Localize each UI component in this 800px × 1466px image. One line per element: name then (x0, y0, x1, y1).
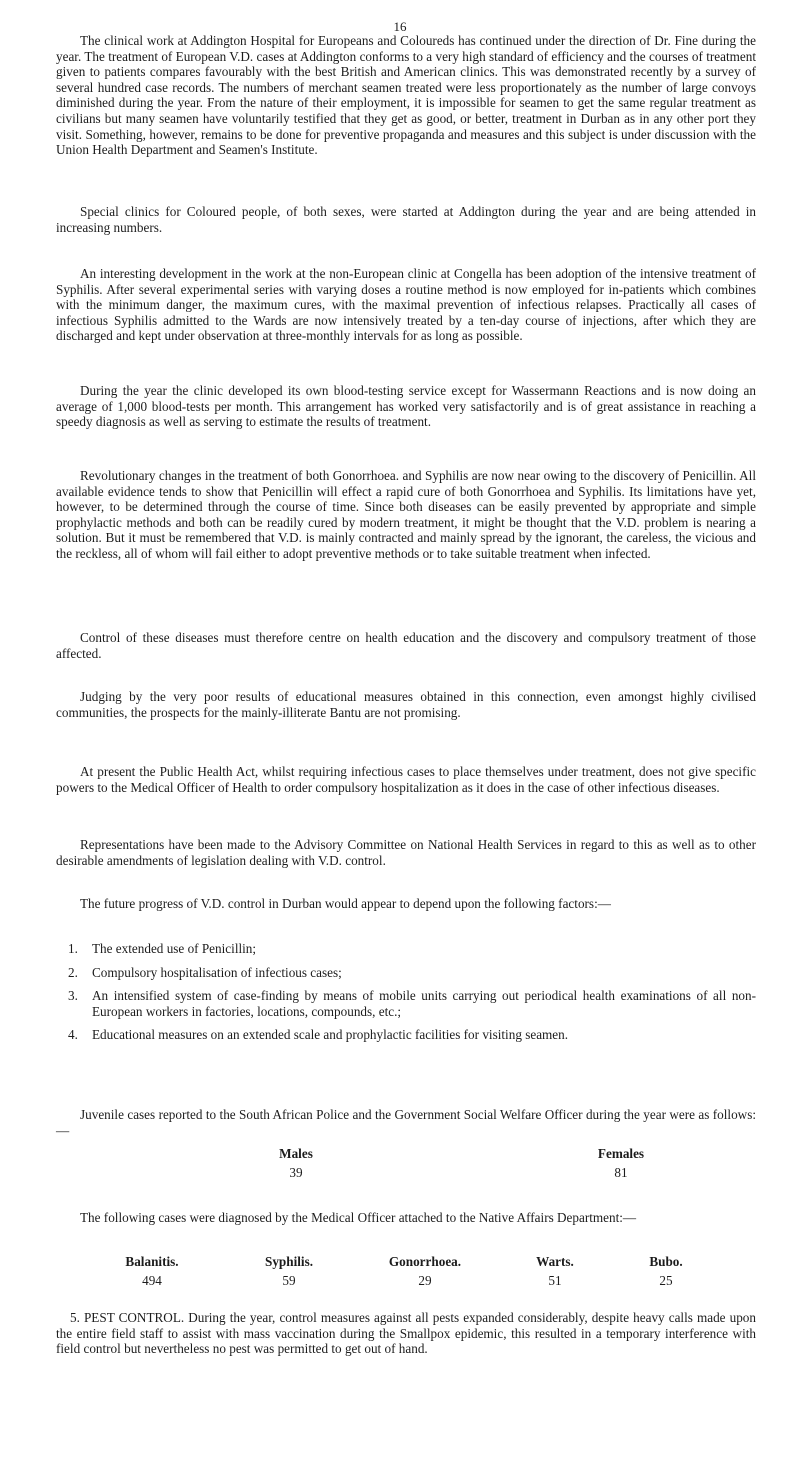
paragraph-representations (56, 837, 756, 868)
paragraph-text: Special clinics for Coloured people, of both sexes, were started at Addington during the year and are being attended in increasing numbers. (56, 204, 756, 235)
paragraph-coloured-clinics (56, 204, 756, 235)
value-syphilis: 59 (282, 1273, 296, 1288)
header-gonorrhoea: Gonorrhoea. (388, 1254, 462, 1269)
value-balanitis: 494 (142, 1273, 162, 1288)
value-warts: 51 (548, 1273, 562, 1288)
paragraph-text: Juvenile cases reported to the South African Police and the Government Social Welfare Officer during the year were as follows:— (56, 1107, 756, 1138)
paragraph-congella-syphilis (56, 266, 756, 344)
paragraph-text: Control of these diseases must therefore centre on health education and the discovery and compulsory treatment of those affected. (56, 630, 756, 661)
paragraph-native-affairs (56, 1210, 756, 1226)
paragraph-penicillin (56, 468, 756, 562)
list-number: 3. (68, 988, 78, 1004)
list-number: 4. (68, 1027, 78, 1043)
list-text: An intensified system of case-finding by means of mobile units carrying out periodical health examinations of all non-European workers in factories, locations, compounds, etc.; (92, 988, 756, 1019)
header-syphilis: Syphilis. (264, 1254, 314, 1269)
paragraph-text: Representations have been made to the Advisory Committee on National Health Services in regard to this as well as to other desirable amendments of legislation dealing with V.D. control. (56, 837, 756, 868)
list-item (56, 941, 756, 957)
value-males: 39 (289, 1165, 303, 1180)
header-bubo: Bubo. (649, 1254, 683, 1269)
paragraph-addington-clinic (56, 33, 756, 158)
paragraph-juvenile-cases (56, 1107, 756, 1138)
native-table-values (106, 1273, 701, 1289)
factors-list (56, 941, 756, 1051)
list-number: 2. (68, 964, 78, 980)
paragraph-text: The clinical work at Addington Hospital for Europeans and Coloureds has continued under the direction of Dr. Fine during the year. The treatment of European V.D. cases at Addington conforms to a very high standard of efficiency and the courses of treatment given to patients compares favourably with the best British and American clinics. This was demonstrated recently by a survey of several hundred case records. The numbers of merchant seamen treated were less proportionately as the number of large convoys diminished during the year. From the nature of their employment, it is impossible for seamen to get the same regular treatment as civilians but many seamen have voluntarily testified that they get as good, or better, treatment in Durban as in any other port they visit. Something, however, remains to be done for preventive propaganda and measures and this subject is under discussion with the Union Health Department and Seamen's Institute. (56, 33, 756, 158)
paragraph-future-progress (56, 896, 756, 912)
header-females: Females (597, 1146, 645, 1161)
paragraph-text: Judging by the very poor results of educational measures obtained in this connection, even amongst highly civilised communities, the prospects for the mainly-illiterate Bantu are not promising. (56, 689, 756, 720)
paragraph-education-results (56, 689, 756, 720)
value-females: 81 (614, 1165, 628, 1180)
header-warts: Warts. (536, 1254, 574, 1269)
paragraph-text: At present the Public Health Act, whilst requiring infectious cases to place themselves under treatment, does not give specific powers to the Medical Officer of Health to order compulsory hospitalization as it does in the case of other infectious diseases. (56, 764, 756, 795)
paragraph-public-health-act (56, 764, 756, 795)
paragraph-text: During the year the clinic developed its own blood-testing service except for Wassermann Reactions and is now doing an average of 1,000 blood-tests per month. This arrangement has worked very satisfactorily and is of great assistance in reaching a speedy diagnosis as well as serving to estimate the results of treatment. (56, 383, 756, 430)
paragraph-text: Revolutionary changes in the treatment of both Gonorrhoea. and Syphilis are now near owing to the discovery of Penicillin. All available evidence tends to show that Penicillin will effect a rapid cure of both Gonorrhoea and Syphilis. Its limitations have yet, however, to be determined through the course of time. Since both diseases can be easily prevented by appropriate and simple prophylactic methods and both can be readily cured by modern treatment, it might be thought that the V.D. problem is nearing a solution. But it must be remembered that V.D. is mainly contracted and mainly spread by the ignorant, the careless, the vicious and the reckless, all of whom will fail either to adopt preventive methods or to take suitable treatment when infected. (56, 468, 756, 561)
paragraph-blood-testing (56, 383, 756, 430)
juvenile-table-values (256, 1165, 661, 1181)
header-males: Males (279, 1146, 313, 1161)
value-bubo: 25 (659, 1273, 673, 1288)
list-text: The extended use of Penicillin; (92, 941, 257, 956)
native-table-header (106, 1254, 701, 1270)
paragraph-pest-control (56, 1310, 756, 1357)
paragraph-text: The future progress of V.D. control in Durban would appear to depend upon the following factors:— (80, 896, 611, 911)
paragraph-text: 5. PEST CONTROL. During the year, control measures against all pests expanded considerably, despite heavy calls made upon the entire field staff to assist with mass vaccination during the Smallpox epidemic, this resulted in a temporary interference with field control but nevertheless no pest was permitted to get out of hand. (56, 1310, 756, 1357)
list-item (56, 1027, 756, 1043)
list-text: Educational measures on an extended scale and prophylactic facilities for visiting seamen. (92, 1027, 569, 1043)
list-number: 1. (68, 941, 78, 956)
value-gonorrhoea: 29 (418, 1273, 432, 1288)
paragraph-text: An interesting development in the work at the non-European clinic at Congella has been adoption of the intensive treatment of Syphilis. After several experimental series with varying doses a routine method is now employed for in-patients which combines with the minimum danger, the maximum cures, with the maximal prevention of infectious relapses. Practically all cases of infectious Syphilis admitted to the Wards are now intensively treated by a ten-day course of injections, after which they are discharged and kept under observation at three-monthly intervals for as long as possible. (56, 266, 756, 344)
list-item (56, 965, 756, 981)
page-number: 16 (393, 19, 407, 34)
header-balanitis: Balanitis. (125, 1254, 179, 1269)
paragraph-control (56, 630, 756, 661)
list-item (56, 988, 756, 1019)
paragraph-text: The following cases were diagnosed by the Medical Officer attached to the Native Affairs Department:— (80, 1210, 637, 1225)
list-text: Compulsory hospitalisation of infectious cases; (92, 964, 342, 980)
juvenile-table-header (256, 1146, 661, 1162)
